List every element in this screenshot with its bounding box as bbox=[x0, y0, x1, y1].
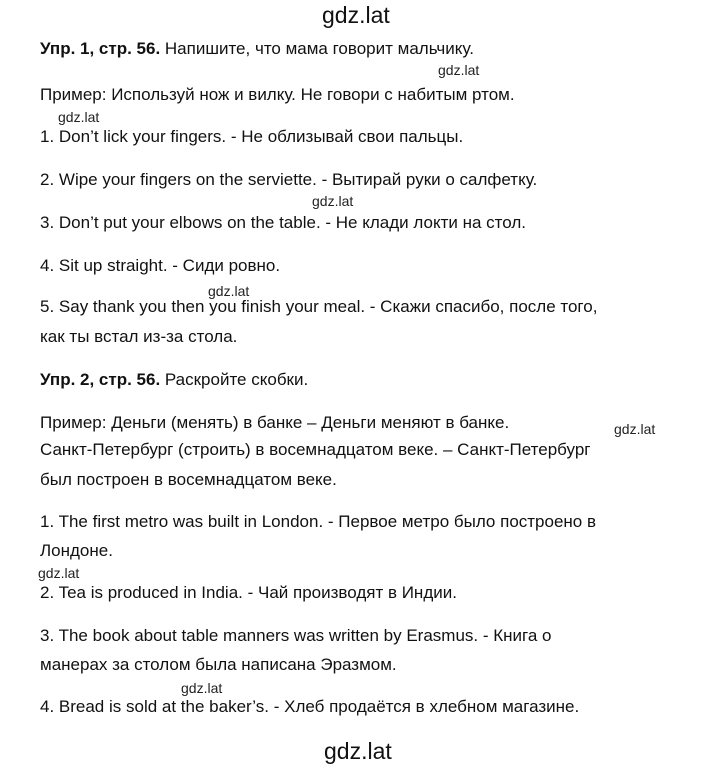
exercise-2-item: 1. The first metro was built in London. - Первое метро было построено в bbox=[40, 512, 597, 531]
watermark: gdz.lat bbox=[614, 421, 656, 437]
watermark: gdz.lat bbox=[38, 565, 80, 581]
watermark: gdz.lat bbox=[208, 283, 250, 299]
exercise-2-example: был построен в восемнадцатом веке. bbox=[40, 470, 337, 489]
watermark-top: gdz.lat bbox=[322, 2, 390, 28]
exercise-1-item: 4. Sit up straight. - Сиди ровно. bbox=[40, 256, 281, 275]
watermark-bottom: gdz.lat bbox=[324, 738, 392, 764]
exercise-2-number: Упр. 2, стр. 56. bbox=[40, 370, 161, 389]
exercise-1-example: Пример: Используй нож и вилку. Не говори с набитым ртом. bbox=[40, 85, 515, 104]
watermark: gdz.lat bbox=[438, 62, 480, 78]
exercise-2-example: Пример: Деньги (менять) в банке – Деньги меняют в банке. bbox=[40, 413, 510, 432]
exercise-1-item: 3. Don’t put your elbows on the table. - Не клади локти на стол. bbox=[40, 213, 526, 232]
exercise-2-item-continuation: манерах за столом была написана Эразмом. bbox=[40, 655, 397, 674]
exercise-1-heading bbox=[40, 35, 474, 63]
exercise-1-item-continuation: как ты встал из-за стола. bbox=[40, 327, 238, 346]
exercise-2-item-continuation: Лондоне. bbox=[40, 541, 113, 560]
exercise-1-number: Упр. 1, стр. 56. bbox=[40, 39, 161, 58]
exercise-2-example: Санкт-Петербург (строить) в восемнадцатом веке. – Санкт-Петербург bbox=[40, 440, 591, 459]
exercise-2-item: 2. Tea is produced in India. - Чай производят в Индии. bbox=[40, 583, 457, 602]
exercise-1-item: 5. Say thank you then you finish your meal. - Скажи спасибо, после того, bbox=[40, 297, 598, 316]
exercise-1-task: Напишите, что мама говорит мальчику. bbox=[160, 39, 474, 58]
exercise-1-item: 2. Wipe your fingers on the serviette. - Вытирай руки о салфетку. bbox=[40, 170, 538, 189]
exercise-1-item: 1. Don’t lick your fingers. - Не облизывай свои пальцы. bbox=[40, 127, 464, 146]
exercise-2-heading bbox=[40, 366, 308, 394]
watermark: gdz.lat bbox=[58, 109, 100, 125]
exercise-2-item: 4. Bread is sold at the baker’s. - Хлеб продаётся в хлебном магазине. bbox=[40, 697, 580, 716]
watermark: gdz.lat bbox=[181, 680, 223, 696]
exercise-2-task: Раскройте скобки. bbox=[160, 370, 309, 389]
watermark: gdz.lat bbox=[312, 193, 354, 209]
exercise-2-item: 3. The book about table manners was written by Erasmus. - Книга о bbox=[40, 626, 552, 645]
